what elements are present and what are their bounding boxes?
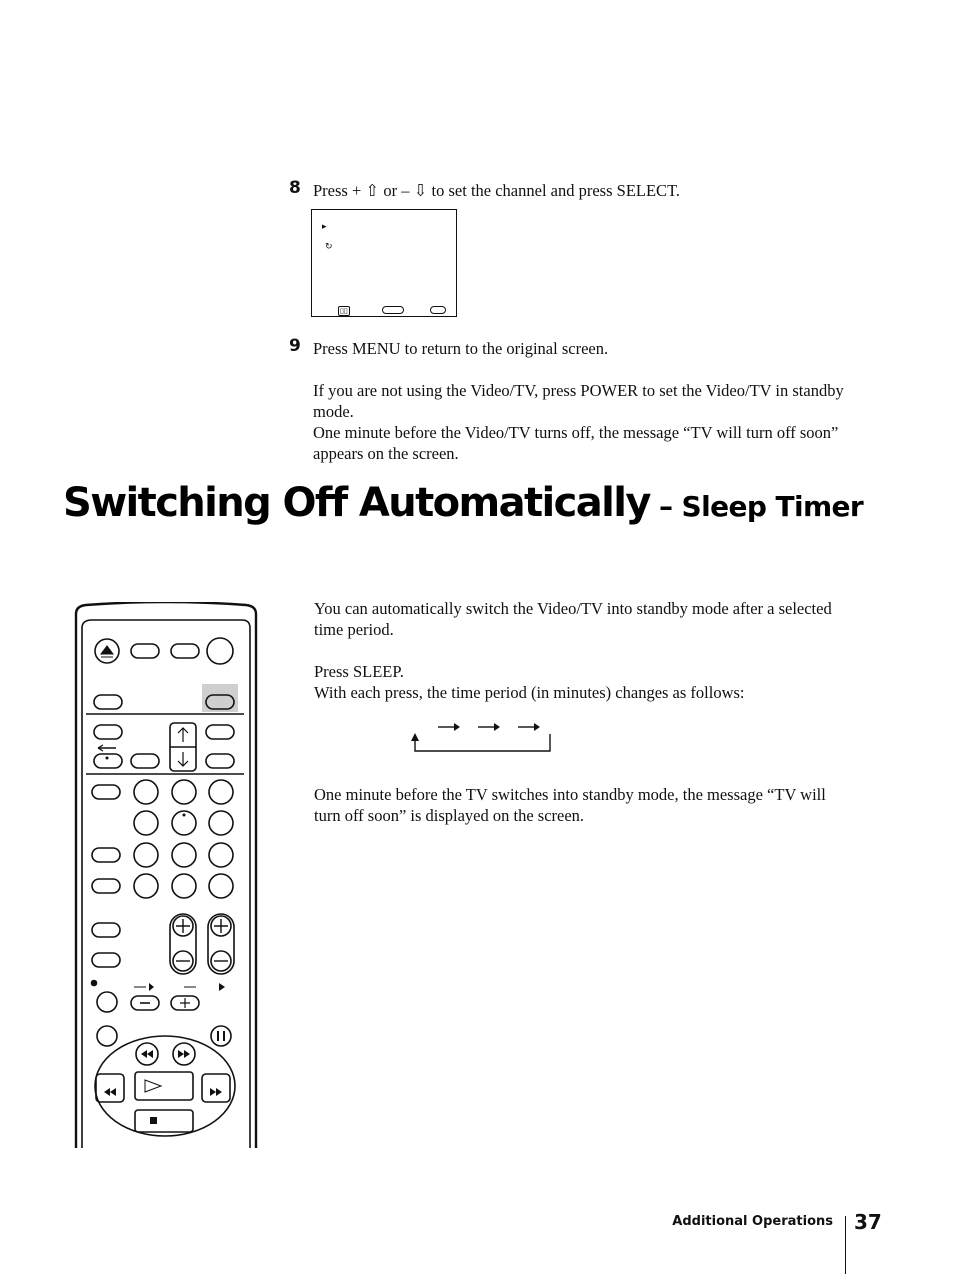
channel-down-icon [178,752,188,766]
channel-glyph-icon: ↻ [325,242,333,252]
osd-tag: ▯▯ [340,307,348,315]
sequence-return-line [415,734,550,751]
remote-control-illustration [74,602,260,1148]
footer-section-label: Additional Operations [672,1214,833,1229]
osd-pill-right [430,306,446,314]
step-8-text: Press + ⇧ or – ⇩ to set the channel and press SELECT. [313,181,681,200]
step-number-8: 8 [289,178,301,198]
sleep-sequence-diagram [410,718,555,754]
pause-icon [211,1026,231,1046]
press-sleep-detail: With each press, the time period (in minutes) changes as follows: [314,683,745,702]
footer-divider [845,1216,846,1274]
title-dash: – [649,490,682,523]
page-number: 37 [854,1210,882,1234]
intro-text: You can automatically switch the Video/TV into standby mode after a selected time period. [314,599,832,639]
volume-plus-icon [176,919,190,933]
step-9-text: Press MENU to return to the original screen. [313,339,609,358]
note-standby: If you are not using the Video/TV, press POWER to set the Video/TV in standby mode. [313,381,844,421]
closing-text: One minute before the TV switches into standby mode, the message “TV will turn off soon” is displayed on the screen. [314,785,826,825]
stop-icon [135,1110,193,1132]
osd-menu-screen [311,209,457,317]
section-title [63,480,863,526]
press-sleep-instruction: Press SLEEP. [314,662,404,681]
play-icon [135,1072,193,1100]
press-sleep-block [314,661,844,703]
step-number-9: 9 [289,336,301,356]
channel-up-icon [178,728,188,742]
power-icon [207,638,233,664]
note-turn-off-message: One minute before the Video/TV turns off, the message “TV will turn off soon” appears on the screen. [313,423,839,463]
cursor-arrow-icon: ▸ [322,222,327,232]
osd-pill-left [382,306,404,314]
step-9-notes [313,380,845,464]
record-icon [92,981,97,986]
title-main: Switching Off Automatically [63,480,650,526]
title-sub: Sleep Timer [681,490,864,523]
